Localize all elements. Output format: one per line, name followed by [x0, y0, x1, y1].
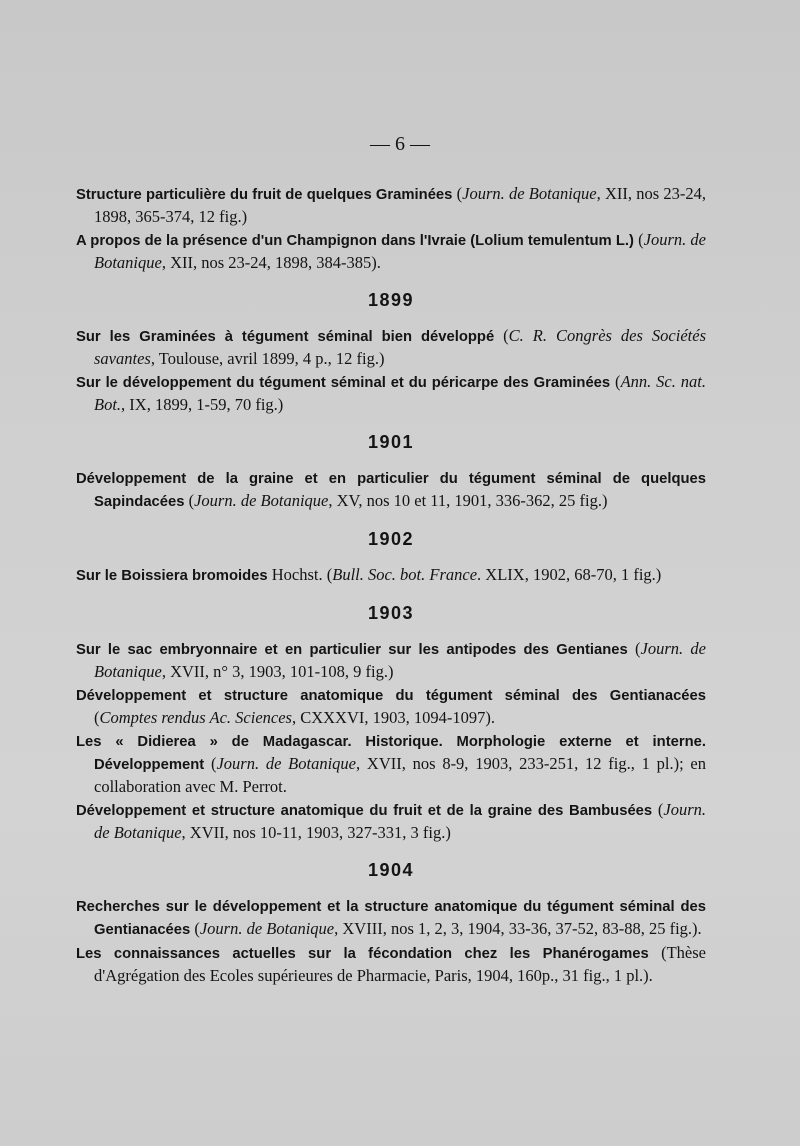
bibliography-entry [76, 325, 706, 370]
bibliography-entry [76, 229, 706, 274]
bibliography-entry [76, 638, 706, 683]
entry-title: Les connaissances actuelles sur la fécondation chez les Phanérogames [76, 946, 649, 962]
entry-prefix: ( [633, 230, 644, 249]
entry-title: Structure particulière du fruit de quelques Graminées [76, 187, 453, 203]
entry-reference: , CXXXVI, 1903, 1094-1097). [291, 708, 495, 727]
entry-title: Sur le développement du tégument séminal et du péricarpe des Graminées [76, 375, 611, 391]
entry-reference: , XII, nos 23-24, 1898, 365-374, 12 fig.) [94, 184, 707, 226]
entry-prefix: ( [627, 639, 641, 658]
entry-prefix: ( [184, 491, 195, 510]
year-heading-1899: 1899 [367, 290, 415, 310]
entries-1898 [76, 183, 706, 274]
entry-journal: Journ. de Botanique [94, 230, 706, 272]
entry-reference: , XV, nos 10 et 11, 1901, 336-362, 25 fig.) [328, 491, 608, 510]
entry-prefix: ( [190, 919, 200, 938]
entry-journal: Bull. Soc. bot. France [332, 565, 478, 584]
entry-journal: Journ. de Botanique [194, 491, 329, 510]
entry-title: Sur les Graminées à tégument séminal bien développé [76, 329, 495, 345]
bibliography-entry [76, 564, 706, 587]
entry-title: Les « Didierea » de Madagascar. Historique. Morphologie externe et interne. Développement [76, 734, 706, 773]
entry-prefix: ( [610, 372, 621, 391]
page-number: — 6 — [370, 133, 430, 155]
entry-title: Recherches sur le développement et la structure anatomique du tégument séminal des Gentianacées [76, 899, 706, 938]
entries-1903 [76, 638, 706, 844]
bibliography-entry [76, 467, 706, 513]
entry-reference: , IX, 1899, 1-59, 70 fig.) [121, 395, 284, 414]
entry-journal: Journ. de Botanique [462, 184, 597, 203]
entry-reference: , XVII, n° 3, 1903, 101-108, 9 fig.) [161, 662, 394, 681]
entry-prefix: ( [494, 326, 509, 345]
entry-journal: Journ. de Botanique [94, 800, 707, 842]
entry-journal: Journ. de Botanique [216, 754, 357, 773]
bibliography-entry [76, 371, 706, 416]
entry-reference: , XVII, nos 8-9, 1903, 233-251, 12 fig., 1 pl.); en collaboration avec M. Perrot. [94, 754, 707, 796]
year-heading-1903: 1903 [367, 603, 415, 623]
entry-journal: Ann. Sc. nat. Bot. [94, 372, 706, 414]
year-heading-1901: 1901 [367, 432, 415, 452]
entries-1902 [76, 564, 706, 587]
bibliography-entry [76, 730, 706, 798]
bibliography-entry [76, 942, 706, 987]
entry-reference: , XII, nos 23-24, 1898, 384-385). [161, 253, 381, 272]
entry-title: Développement et structure anatomique du fruit et de la graine des Bambusées [76, 803, 653, 819]
year-heading-1904: 1904 [367, 860, 415, 880]
entry-title: A propos de la présence d'un Champignon dans l'Ivraie (Lolium temulentum L.) [76, 233, 634, 249]
bibliography-entry [76, 684, 706, 729]
bibliography [76, 183, 706, 988]
entry-title: Développement et structure anatomique du tégument séminal des Gentianacées [76, 688, 706, 704]
entry-prefix: Hochst. ( [267, 565, 333, 584]
entry-reference: . XLIX, 1902, 68-70, 1 fig.) [477, 565, 662, 584]
bibliography-entry [76, 895, 706, 941]
entry-journal: Journ. de Botanique [94, 639, 706, 681]
year-heading-1902: 1902 [367, 529, 415, 549]
entry-prefix: (Thèse d'Agrégation des Ecoles supérieures de Pharmacie, Paris, 1904, 160p., 31 fig., 1 pl.). [94, 943, 706, 985]
entry-prefix: ( [452, 184, 463, 203]
entries-1899 [76, 325, 706, 416]
entry-prefix: ( [94, 708, 100, 727]
entry-journal: Journ. de Botanique [199, 919, 335, 938]
entry-title: Sur le sac embryonnaire et en particulier sur les antipodes des Gentianes [76, 642, 628, 658]
entry-reference: , XVII, nos 10-11, 1903, 327-331, 3 fig.) [181, 823, 451, 842]
entries-1901 [76, 467, 706, 513]
entry-reference: , Toulouse, avril 1899, 4 p., 12 fig.) [150, 349, 385, 368]
entries-1904 [76, 895, 706, 987]
entry-prefix: ( [652, 800, 664, 819]
entry-journal: Comptes rendus Ac. Sciences [99, 708, 292, 727]
entry-title: Développement de la graine et en particulier du tégument séminal de quelques Sapindacées [76, 471, 706, 510]
bibliography-entry [76, 799, 706, 844]
entry-title: Sur le Boissiera bromoides [76, 568, 268, 584]
entry-prefix: ( [204, 754, 217, 773]
bibliography-entry [76, 183, 706, 228]
entry-journal: C. R. Congrès des Sociétés savantes [94, 326, 706, 368]
entry-reference: , XVIII, nos 1, 2, 3, 1904, 33-36, 37-52, 83-88, 25 fig.). [334, 919, 702, 938]
